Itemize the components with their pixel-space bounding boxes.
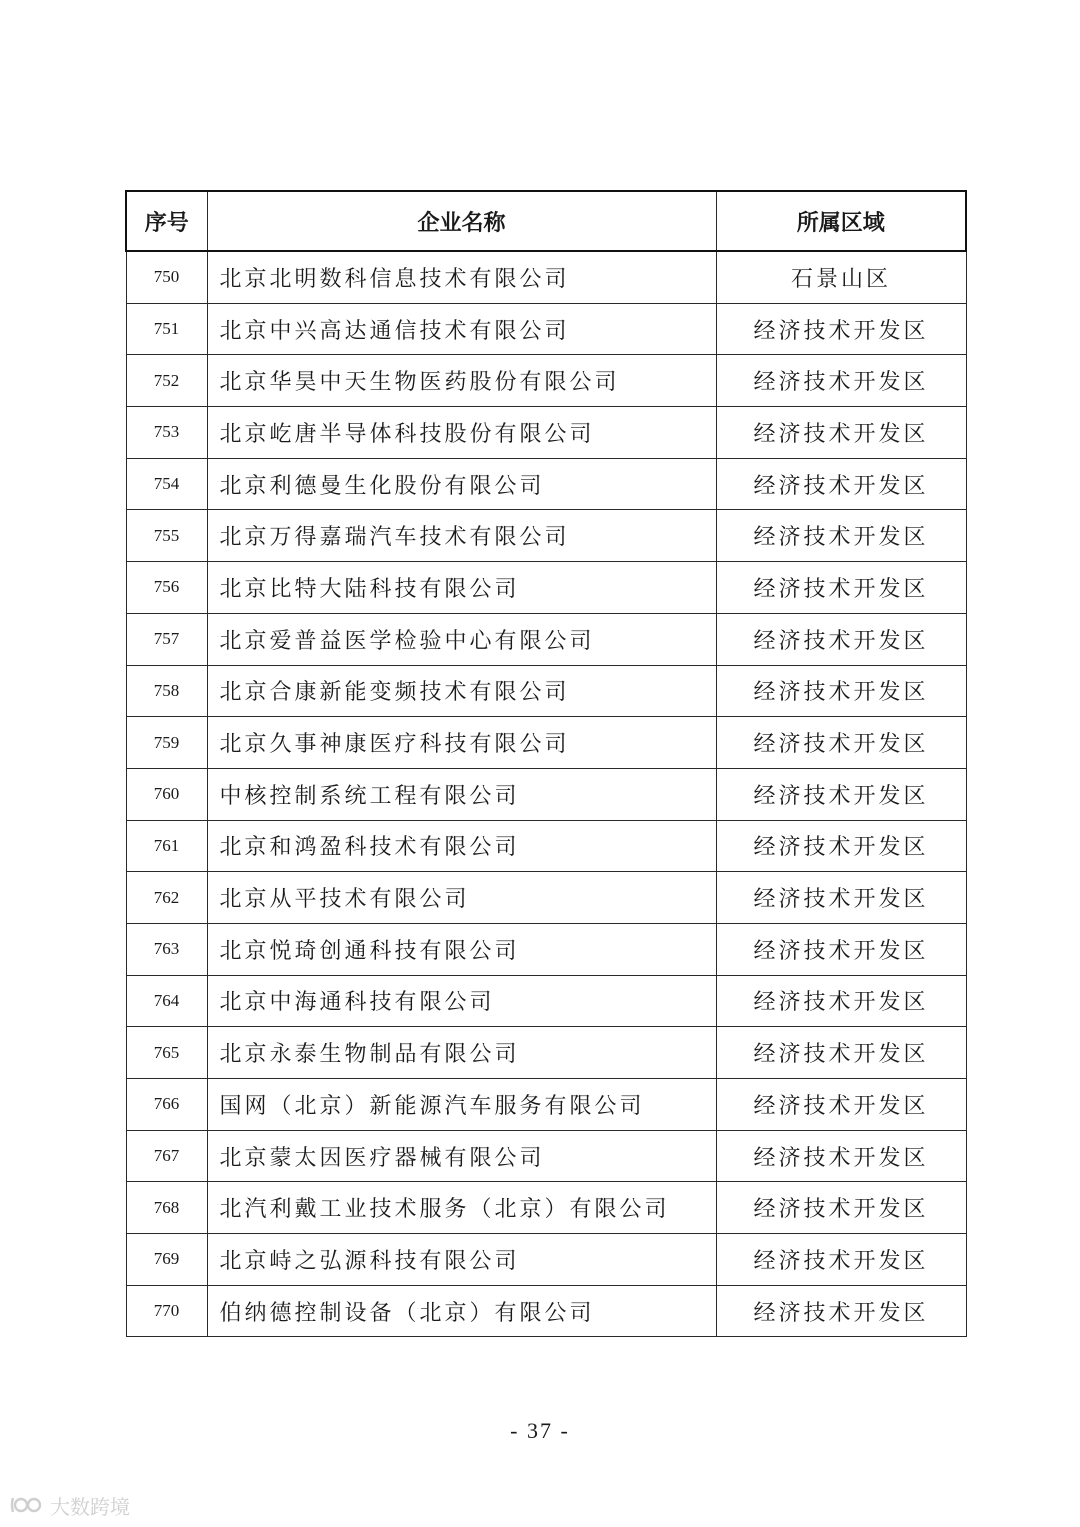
cell-region: 经济技术开发区 xyxy=(716,562,966,614)
cell-region: 经济技术开发区 xyxy=(716,820,966,872)
cell-region: 经济技术开发区 xyxy=(716,510,966,562)
cell-no: 765 xyxy=(126,1027,207,1079)
cell-no: 767 xyxy=(126,1130,207,1182)
cell-company-name: 北京利德曼生化股份有限公司 xyxy=(207,458,716,510)
page-number: - 37 - xyxy=(510,1418,570,1443)
cell-no: 760 xyxy=(126,768,207,820)
cell-region: 经济技术开发区 xyxy=(716,717,966,769)
table-body xyxy=(126,251,966,1337)
cell-company-name: 北京和鸿盈科技术有限公司 xyxy=(207,820,716,872)
brand-logo-icon xyxy=(10,1494,44,1516)
cell-company-name: 北京蒙太因医疗器械有限公司 xyxy=(207,1130,716,1182)
cell-region: 经济技术开发区 xyxy=(716,768,966,820)
header-name: 企业名称 xyxy=(207,191,716,251)
header-region: 所属区域 xyxy=(716,191,966,251)
cell-no: 752 xyxy=(126,355,207,407)
table-header xyxy=(126,191,966,251)
table-row xyxy=(126,355,966,407)
header-no: 序号 xyxy=(126,191,207,251)
cell-no: 764 xyxy=(126,975,207,1027)
cell-company-name: 北汽利戴工业技术服务（北京）有限公司 xyxy=(207,1182,716,1234)
cell-company-name: 中核控制系统工程有限公司 xyxy=(207,768,716,820)
table-row xyxy=(126,613,966,665)
cell-no: 761 xyxy=(126,820,207,872)
table-row xyxy=(126,665,966,717)
cell-region: 经济技术开发区 xyxy=(716,923,966,975)
table-row xyxy=(126,303,966,355)
cell-no: 750 xyxy=(126,251,207,303)
cell-company-name: 北京华昊中天生物医药股份有限公司 xyxy=(207,355,716,407)
cell-no: 755 xyxy=(126,510,207,562)
cell-company-name: 北京从平技术有限公司 xyxy=(207,872,716,924)
cell-company-name: 北京万得嘉瑞汽车技术有限公司 xyxy=(207,510,716,562)
cell-no: 751 xyxy=(126,303,207,355)
cell-region: 经济技术开发区 xyxy=(716,975,966,1027)
cell-no: 759 xyxy=(126,717,207,769)
table-row xyxy=(126,1079,966,1131)
cell-company-name: 国网（北京）新能源汽车服务有限公司 xyxy=(207,1079,716,1131)
cell-company-name: 北京久事神康医疗科技有限公司 xyxy=(207,717,716,769)
table-row xyxy=(126,717,966,769)
cell-region: 经济技术开发区 xyxy=(716,1285,966,1337)
table-row xyxy=(126,510,966,562)
table-row xyxy=(126,820,966,872)
watermark xyxy=(10,1490,130,1520)
cell-company-name: 北京中兴高达通信技术有限公司 xyxy=(207,303,716,355)
table-row xyxy=(126,1182,966,1234)
cell-company-name: 伯纳德控制设备（北京）有限公司 xyxy=(207,1285,716,1337)
cell-region: 经济技术开发区 xyxy=(716,613,966,665)
table-row xyxy=(126,251,966,303)
cell-company-name: 北京悦琦创通科技有限公司 xyxy=(207,923,716,975)
cell-region: 经济技术开发区 xyxy=(716,407,966,459)
cell-company-name: 北京永泰生物制品有限公司 xyxy=(207,1027,716,1079)
cell-region: 经济技术开发区 xyxy=(716,1027,966,1079)
cell-region: 经济技术开发区 xyxy=(716,1130,966,1182)
cell-company-name: 北京爱普益医学检验中心有限公司 xyxy=(207,613,716,665)
cell-region: 经济技术开发区 xyxy=(716,872,966,924)
table-row xyxy=(126,1027,966,1079)
cell-no: 763 xyxy=(126,923,207,975)
cell-region: 经济技术开发区 xyxy=(716,1234,966,1286)
cell-no: 753 xyxy=(126,407,207,459)
table-row xyxy=(126,562,966,614)
table-row xyxy=(126,458,966,510)
cell-region: 经济技术开发区 xyxy=(716,458,966,510)
header-row xyxy=(126,191,966,251)
cell-company-name: 北京合康新能变频技术有限公司 xyxy=(207,665,716,717)
cell-region: 石景山区 xyxy=(716,251,966,303)
cell-region: 经济技术开发区 xyxy=(716,1079,966,1131)
table-row xyxy=(126,975,966,1027)
cell-region: 经济技术开发区 xyxy=(716,303,966,355)
cell-no: 768 xyxy=(126,1182,207,1234)
table-row xyxy=(126,1234,966,1286)
cell-no: 756 xyxy=(126,562,207,614)
cell-no: 758 xyxy=(126,665,207,717)
cell-company-name: 北京峙之弘源科技有限公司 xyxy=(207,1234,716,1286)
cell-no: 770 xyxy=(126,1285,207,1337)
table-row xyxy=(126,872,966,924)
cell-region: 经济技术开发区 xyxy=(716,665,966,717)
cell-company-name: 北京屹唐半导体科技股份有限公司 xyxy=(207,407,716,459)
table-row xyxy=(126,1285,966,1337)
cell-region: 经济技术开发区 xyxy=(716,355,966,407)
cell-no: 754 xyxy=(126,458,207,510)
cell-no: 762 xyxy=(126,872,207,924)
cell-company-name: 北京北明数科信息技术有限公司 xyxy=(207,251,716,303)
cell-no: 757 xyxy=(126,613,207,665)
table-row xyxy=(126,407,966,459)
cell-company-name: 北京中海通科技有限公司 xyxy=(207,975,716,1027)
table-row xyxy=(126,923,966,975)
watermark-text: 大数跨境 xyxy=(50,1494,130,1519)
enterprise-table xyxy=(125,190,967,1337)
cell-no: 766 xyxy=(126,1079,207,1131)
table-row xyxy=(126,768,966,820)
table-row xyxy=(126,1130,966,1182)
cell-company-name: 北京比特大陆科技有限公司 xyxy=(207,562,716,614)
cell-region: 经济技术开发区 xyxy=(716,1182,966,1234)
cell-no: 769 xyxy=(126,1234,207,1286)
